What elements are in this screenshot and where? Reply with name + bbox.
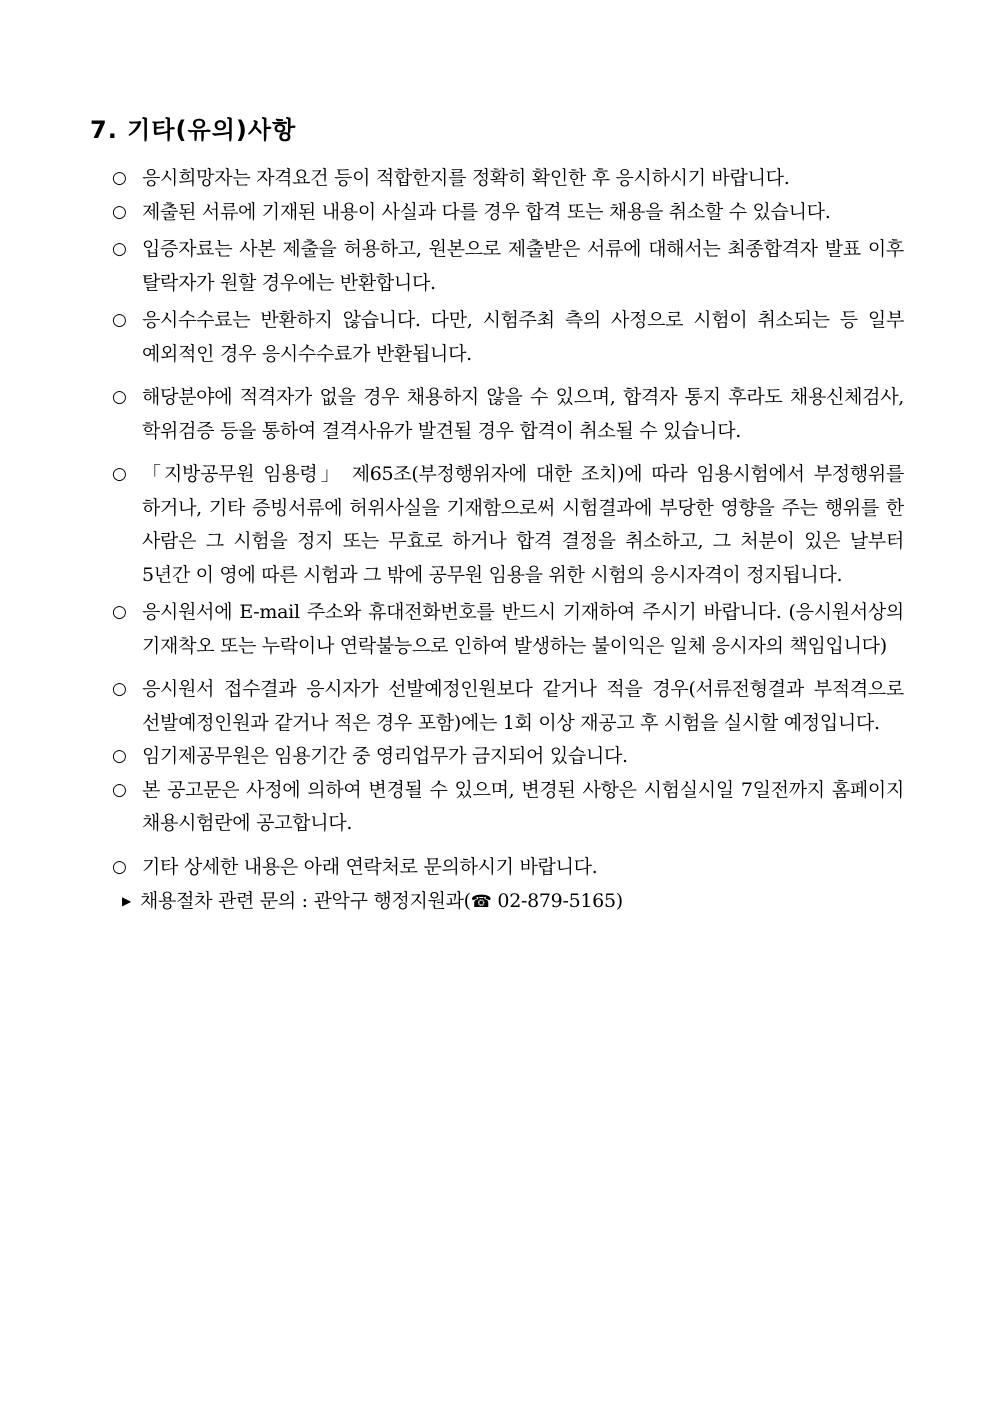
circle-bullet-icon: ○ bbox=[112, 679, 127, 699]
triangle-arrow-icon: ▶ bbox=[122, 894, 131, 908]
item-text: 응시수수료는 반환하지 않습니다. 다만, 시험주최 측의 사정으로 시험이 취소되는 등 일부 예외적인 경우 응시수수료가 반환됩니다. bbox=[142, 309, 904, 365]
item-text: 「지방공무원 임용령」 제65조(부정행위자에 대한 조치)에 따라 임용시험에서 부정행위를 하거나, 기타 증빙서류에 허위사실을 기재함으로써 시험결과에 부당한 영향을 주는 행위를 한 사람은 그 시험을 정지 또는 무효로 하거나 합격 결정을 취소하고, 그 처분이 있은 날부터 5년간 이 영에 따른 시험과 그 밖에 공무원 임용을 위한 시험의 응시자격이 정지됩니다. bbox=[142, 463, 904, 586]
circle-bullet-icon: ○ bbox=[112, 602, 127, 622]
circle-bullet-icon: ○ bbox=[112, 168, 127, 188]
item-text: 제출된 서류에 기재된 내용이 사실과 다를 경우 합격 또는 채용을 취소할 수 있습니다. bbox=[142, 200, 831, 223]
list-item bbox=[112, 596, 904, 663]
circle-bullet-icon: ○ bbox=[112, 746, 127, 766]
circle-bullet-icon: ○ bbox=[112, 201, 127, 222]
list-item bbox=[112, 851, 904, 885]
item-text: 기타 상세한 내용은 아래 연락처로 문의하시기 바랍니다. bbox=[142, 855, 598, 878]
item-text: 입증자료는 사본 제출을 허용하고, 원본으로 제출받은 서류에 대해서는 최종합격자 발표 이후 탈락자가 원할 경우에는 반환합니다. bbox=[142, 238, 904, 294]
section-heading: 7. 기타(유의)사항 bbox=[90, 116, 297, 144]
item-text: 응시원서 접수결과 응시자가 선발예정인원보다 같거나 적을 경우(서류전형결과 부적격으로 선발예정인원과 같거나 적은 경우 포함)에는 1회 이상 재공고 후 시험을 실시할 예정입니다. bbox=[142, 678, 904, 734]
list-item bbox=[112, 162, 904, 196]
circle-bullet-icon: ○ bbox=[112, 239, 127, 259]
list-item bbox=[112, 673, 904, 740]
item-text: 응시희망자는 자격요건 등이 적합한지를 정확히 확인한 후 응시하시기 바랍니다. bbox=[142, 167, 790, 189]
item-text: 본 공고문은 사정에 의하여 변경될 수 있으며, 변경된 사항은 시험실시일 7일전까지 홈페이지 채용시험란에 공고합니다. bbox=[142, 778, 904, 834]
item-text: 해당분야에 적격자가 없을 경우 채용하지 않을 수 있으며, 합격자 통지 후라도 채용신체검사, 학위검증 등을 통하여 결격사유가 발견될 경우 합격이 취소될 수 있습니다. bbox=[142, 386, 904, 442]
circle-bullet-icon: ○ bbox=[112, 464, 127, 484]
list-item bbox=[112, 740, 904, 774]
list-item bbox=[112, 304, 904, 371]
phone-icon: ☎ bbox=[470, 892, 492, 912]
circle-bullet-icon: ○ bbox=[112, 779, 127, 800]
circle-bullet-icon: ○ bbox=[112, 310, 127, 330]
circle-bullet-icon: ○ bbox=[112, 387, 127, 407]
list-item bbox=[112, 458, 904, 592]
list-item bbox=[112, 233, 904, 300]
item-text: 응시원서에 E-mail 주소와 휴대전화번호를 반드시 기재하여 주시기 바랍니다. (응시원서상의 기재착오 또는 누락이나 연락불능으로 인하여 발생하는 불이익은 일체 응시자의 책임입니다) bbox=[142, 601, 904, 657]
list-item bbox=[112, 196, 904, 230]
circle-bullet-icon: ○ bbox=[112, 856, 127, 877]
contact-label: 채용절차 관련 문의 : 관악구 행정지원과( bbox=[140, 890, 471, 912]
list-item bbox=[112, 381, 904, 448]
item-text: 임기제공무원은 임용기간 중 영리업무가 금지되어 있습니다. bbox=[142, 745, 628, 767]
contact-phone: 02-879-5165) bbox=[491, 890, 623, 912]
list-item bbox=[112, 774, 904, 841]
notice-list bbox=[112, 162, 904, 919]
contact-info bbox=[110, 884, 904, 919]
